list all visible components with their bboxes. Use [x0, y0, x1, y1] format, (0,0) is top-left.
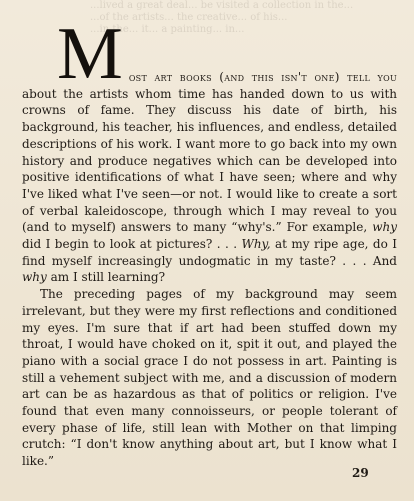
- paragraph-2: The preceding pages of my background may seem irrelevant, but they were my first reflections and conditioned my eyes. I'm sure that if art had been stuffed down my throat, I would have choked on it, spit it out, and played the piano with a social grace I do not possess in art. Painting is still a vehement subject with me, and a discussion of modern art can be as hazardous as that of politics or religion. I've found that even many connoisseurs, or people tolerant of every phase of life, still lean with Mother on that limping crutch: “I don't know anything about art, but I know what I like.”: [22, 287, 397, 469]
- paragraph-1-text: am I still learning?: [46, 270, 166, 285]
- bleed-line: ...lived a great deal... be visited a collection in the...: [90, 0, 354, 11]
- bleed-line: ...of the artists... the creative... of his...: [90, 12, 288, 23]
- drop-cap: M: [57, 13, 123, 95]
- italic-why: why: [372, 220, 397, 235]
- bleed-line: ...in the... it... a painting... in...: [90, 24, 245, 35]
- paragraph-1-body: about the artists whom time has handed down to us with crowns of fame. They discuss his date of birth, his background, his teacher, his influences, and endless, detailed descriptions of his work. I want more to go back into my own history and produce negatives which can be developed into positive identifications of what I have seen; where and why I've liked what I've seen—or not. I would like to create a sort of verbal kaleidoscope, through which I may reveal to you (and to myself) answers to many “why's.” For example,: [22, 86, 397, 235]
- page-number: 29: [352, 466, 369, 480]
- italic-why: Why,: [241, 237, 271, 252]
- paragraph-1-text: did I begin to look at pictures? . . .: [22, 237, 242, 252]
- paragraph-1-text: at my ripe age, do I find myself increasingly undogmatic in my taste? . . . And: [22, 237, 397, 268]
- italic-why: why: [22, 270, 47, 285]
- opening-small-caps: ost art books (and this isn't one) tell you: [128, 70, 397, 84]
